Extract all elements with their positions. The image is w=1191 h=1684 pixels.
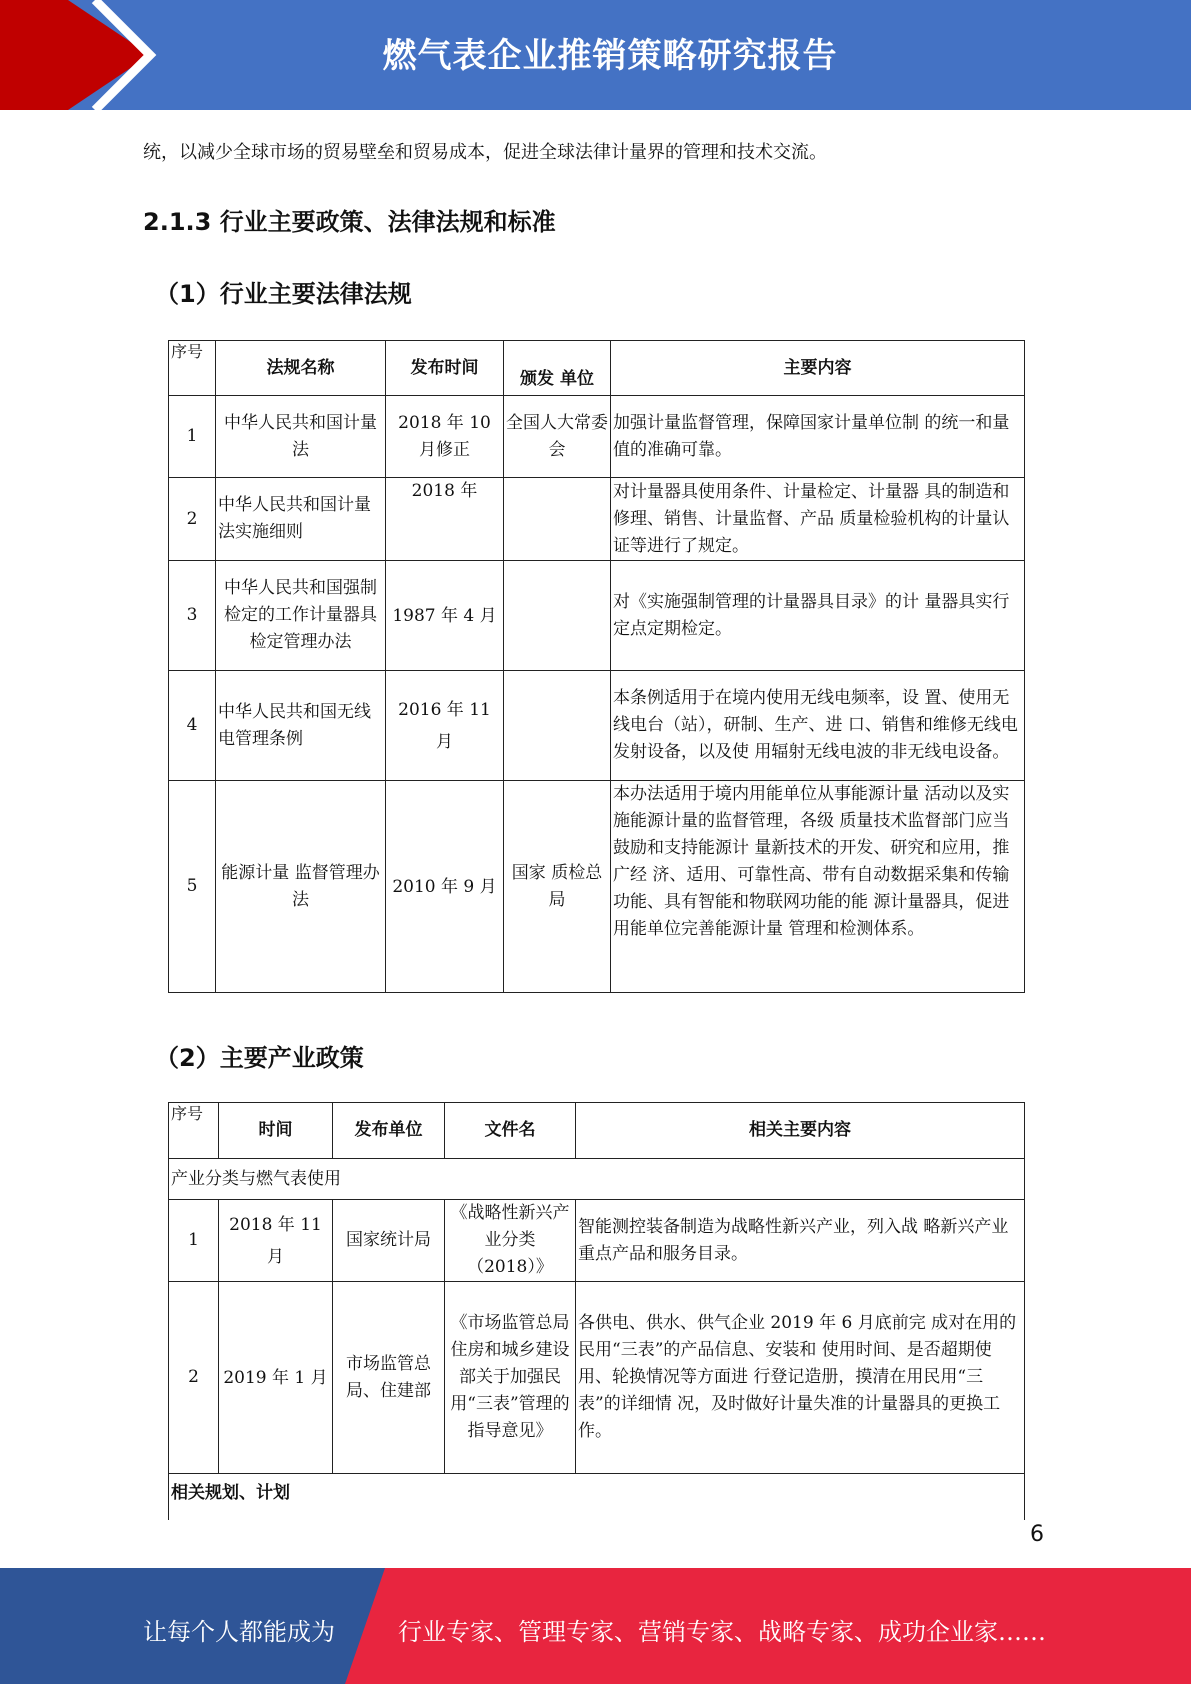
col-header-seq: 序号 — [169, 341, 216, 396]
col-header-seq: 序号 — [169, 1103, 219, 1159]
laws-table — [168, 340, 1025, 993]
col-header-issuer: 颁发 单位 — [504, 341, 611, 396]
row-seq: 1 — [169, 396, 216, 478]
col-header-name: 法规名称 — [216, 341, 386, 396]
section-label-classification: 产业分类与燃气表使用 — [169, 1159, 1025, 1200]
page-number: 6 — [1030, 1522, 1044, 1547]
table-row — [169, 478, 1025, 561]
row-time: 2018 年 10 月修正 — [386, 396, 504, 478]
row-doc: 《战略性新兴产业分类（2018）》 — [445, 1200, 576, 1282]
row-issuer: 市场监管总局、住建部 — [333, 1282, 445, 1474]
table-row — [169, 1200, 1025, 1282]
row-issuer: 国家统计局 — [333, 1200, 445, 1282]
subsection-heading-laws: （1）行业主要法律法规 — [155, 280, 412, 308]
footer-slogan-left: 让每个人都能成为 — [143, 1618, 335, 1646]
table-section-row — [169, 1474, 1025, 1521]
section-label-plans: 相关规划、计划 — [169, 1474, 1025, 1521]
row-seq: 4 — [169, 671, 216, 781]
footer-bar — [0, 1568, 1191, 1684]
row-content: 各供电、供水、供气企业 2019 年 6 月底前完 成对在用的民用“三表”的产品信息、安装和 使用时间、是否超期使用、轮换情况等方面进 行登记造册，摸清在用民用“三表”的详细情 况，及时做好计量失准的计量器具的更换工 作。 — [576, 1282, 1025, 1474]
table-row — [169, 781, 1025, 993]
row-law-name: 能源计量 监督管理办法 — [216, 781, 386, 993]
row-content: 智能测控装备制造为战略性新兴产业，列入战 略新兴产业重点产品和服务目录。 — [576, 1200, 1025, 1282]
row-time: 2016 年 11 月 — [386, 671, 504, 781]
row-doc: 《市场监管总局住房和城乡建设部关于加强民用“三表”管理的指导意见》 — [445, 1282, 576, 1474]
row-seq: 5 — [169, 781, 216, 993]
footer-slogan-right: 行业专家、管理专家、营销专家、战略专家、成功企业家…… — [398, 1618, 1046, 1646]
col-header-content: 相关主要内容 — [576, 1103, 1025, 1159]
row-content: 对《实施强制管理的计量器具目录》的计 量器具实行定点定期检定。 — [611, 561, 1025, 671]
row-time: 2010 年 9 月 — [386, 781, 504, 993]
col-header-issuer: 发布单位 — [333, 1103, 445, 1159]
row-law-name: 中华人民共和国计量法实施细则 — [216, 478, 386, 561]
row-time: 2018 年 11 月 — [219, 1200, 333, 1282]
table-header-row — [169, 341, 1025, 396]
policies-table — [168, 1102, 1025, 1520]
row-content: 加强计量监督管理，保障国家计量单位制 的统一和量值的准确可靠。 — [611, 396, 1025, 478]
row-seq: 2 — [169, 1282, 219, 1474]
table-row — [169, 396, 1025, 478]
row-law-name: 中华人民共和国强制检定的工作计量器具检定管理办法 — [216, 561, 386, 671]
row-content: 对计量器具使用条件、计量检定、计量器 具的制造和修理、销售、计量监督、产品 质量检验机构的计量认证等进行了规定。 — [611, 478, 1025, 561]
table-row — [169, 561, 1025, 671]
row-content: 本办法适用于境内用能单位从事能源计量 活动以及实施能源计量的监督管理，各级 质量技术监督部门应当鼓励和支持能源计 量新技术的开发、研究和应用，推广经 济、适用、可靠性高、带有自动数据采集和传输功能、具有智能和物联网功能的能 源计量器具，促进用能单位完善能源计量 管理和检测体系。 — [611, 781, 1025, 993]
row-seq: 1 — [169, 1200, 219, 1282]
col-header-content: 主要内容 — [611, 341, 1025, 396]
row-time: 1987 年 4 月 — [386, 561, 504, 671]
col-header-time: 时间 — [219, 1103, 333, 1159]
subsection-heading-policies: （2）主要产业政策 — [155, 1044, 364, 1072]
row-issuer: 国家 质检总局 — [504, 781, 611, 993]
table-header-row — [169, 1103, 1025, 1159]
row-seq: 3 — [169, 561, 216, 671]
row-issuer — [504, 478, 611, 561]
row-law-name: 中华人民共和国计量法 — [216, 396, 386, 478]
row-law-name: 中华人民共和国无线电管理条例 — [216, 671, 386, 781]
report-title: 燃气表企业推销策略研究报告 — [382, 36, 838, 76]
intro-paragraph: 统，以减少全球市场的贸易壁垒和贸易成本，促进全球法律计量界的管理和技术交流。 — [143, 142, 827, 163]
row-issuer — [504, 671, 611, 781]
table-row — [169, 671, 1025, 781]
table-row — [169, 1282, 1025, 1474]
section-heading: 2.1.3 行业主要政策、法律法规和标准 — [143, 208, 556, 236]
row-issuer: 全国人大常委会 — [504, 396, 611, 478]
table-section-row — [169, 1159, 1025, 1200]
row-issuer — [504, 561, 611, 671]
row-content: 本条例适用于在境内使用无线电频率，设 置、使用无线电台（站），研制、生产、进 口、销售和维修无线电发射设备，以及使 用辐射无线电波的非无线电设备。 — [611, 671, 1025, 781]
col-header-doc: 文件名 — [445, 1103, 576, 1159]
header-bar — [0, 0, 1191, 110]
row-time: 2018 年 — [386, 478, 504, 561]
row-time: 2019 年 1 月 — [219, 1282, 333, 1474]
row-seq: 2 — [169, 478, 216, 561]
col-header-time: 发布时间 — [386, 341, 504, 396]
